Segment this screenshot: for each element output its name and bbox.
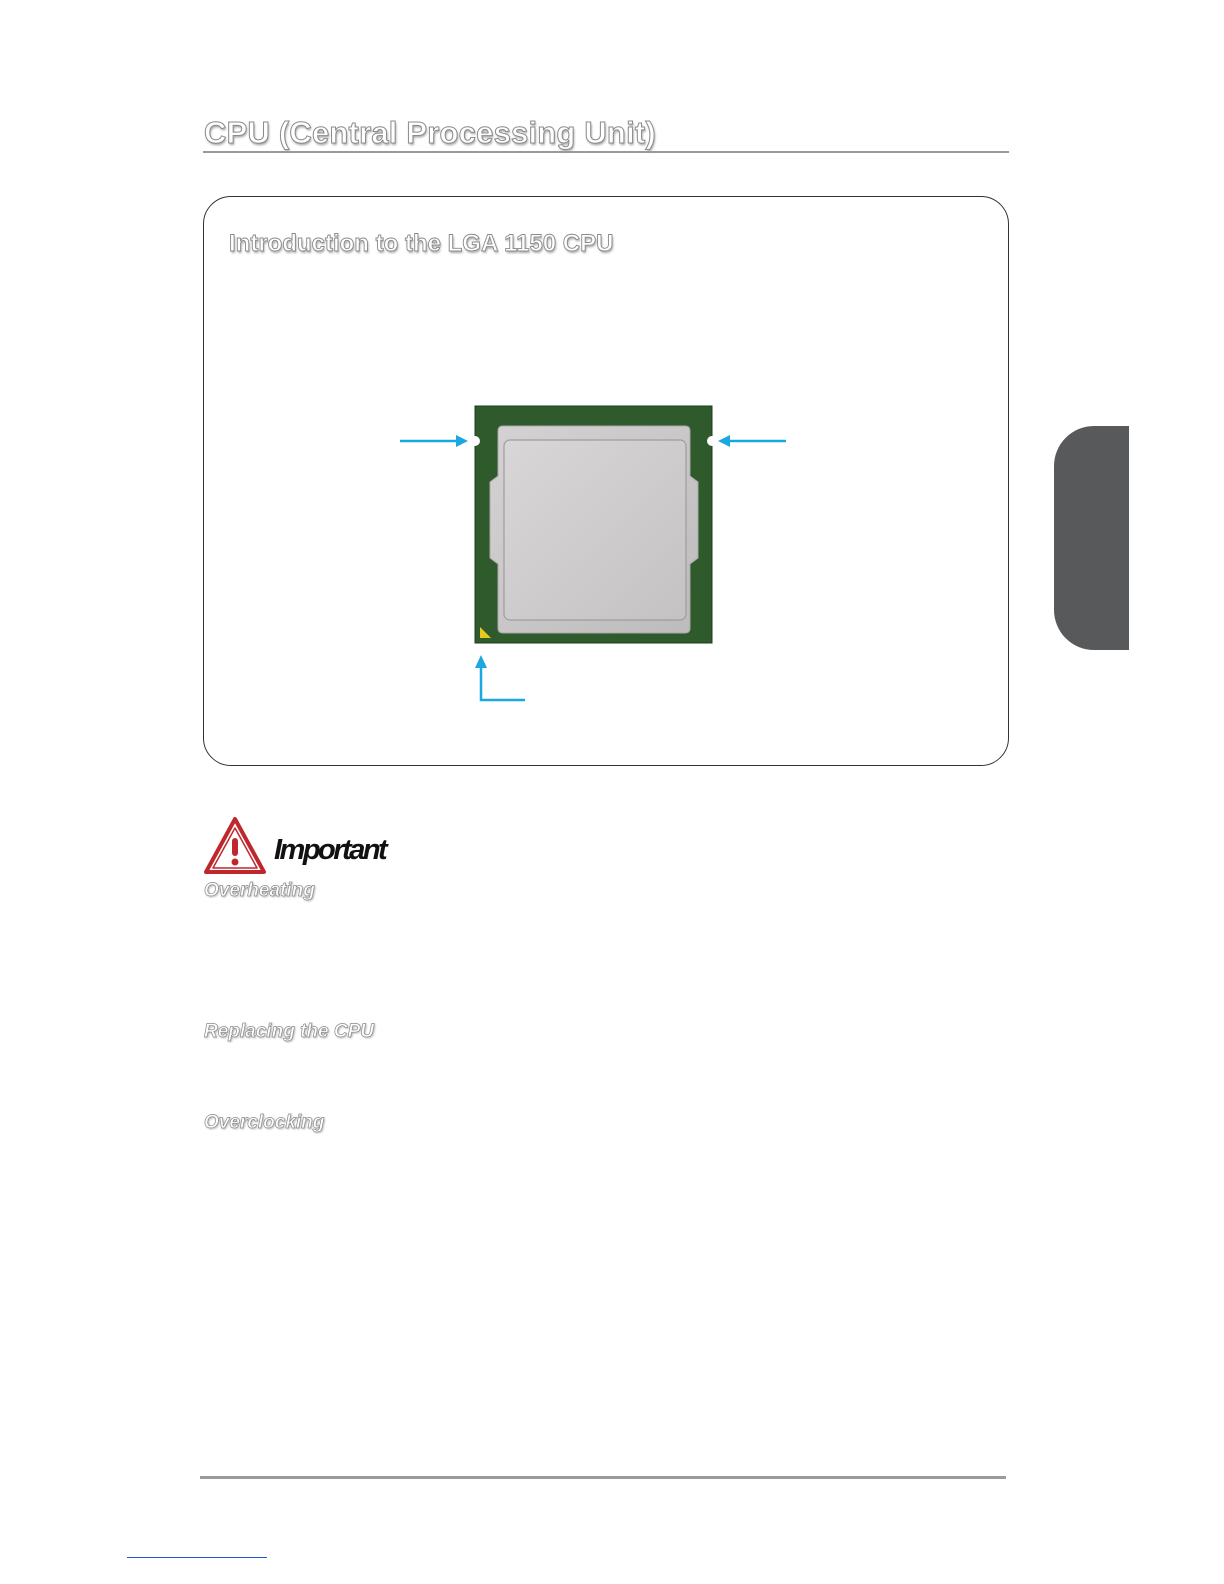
cpu-diagram <box>380 390 820 720</box>
warning-triangle-icon <box>203 816 267 876</box>
chapter-side-tab <box>1054 426 1129 650</box>
page-title: CPU (Central Processing Unit) <box>204 115 656 150</box>
important-label: Important <box>274 834 386 866</box>
footer-link-underline[interactable] <box>127 1557 267 1558</box>
title-divider <box>203 151 1009 153</box>
subhead-overclocking: Overclocking <box>204 1112 325 1133</box>
pin-one-pointer-arrow <box>475 655 525 700</box>
subhead-replacing-cpu: Replacing the CPU <box>204 1021 374 1042</box>
footer-divider <box>200 1476 1006 1479</box>
intro-heading: Introduction to the LGA 1150 CPU <box>229 230 614 257</box>
alignment-key-arrow-icon <box>400 435 468 447</box>
alignment-key-arrow-icon <box>718 435 786 447</box>
cpu-chip-icon <box>470 406 717 643</box>
subhead-overheating: Overheating <box>204 880 315 901</box>
